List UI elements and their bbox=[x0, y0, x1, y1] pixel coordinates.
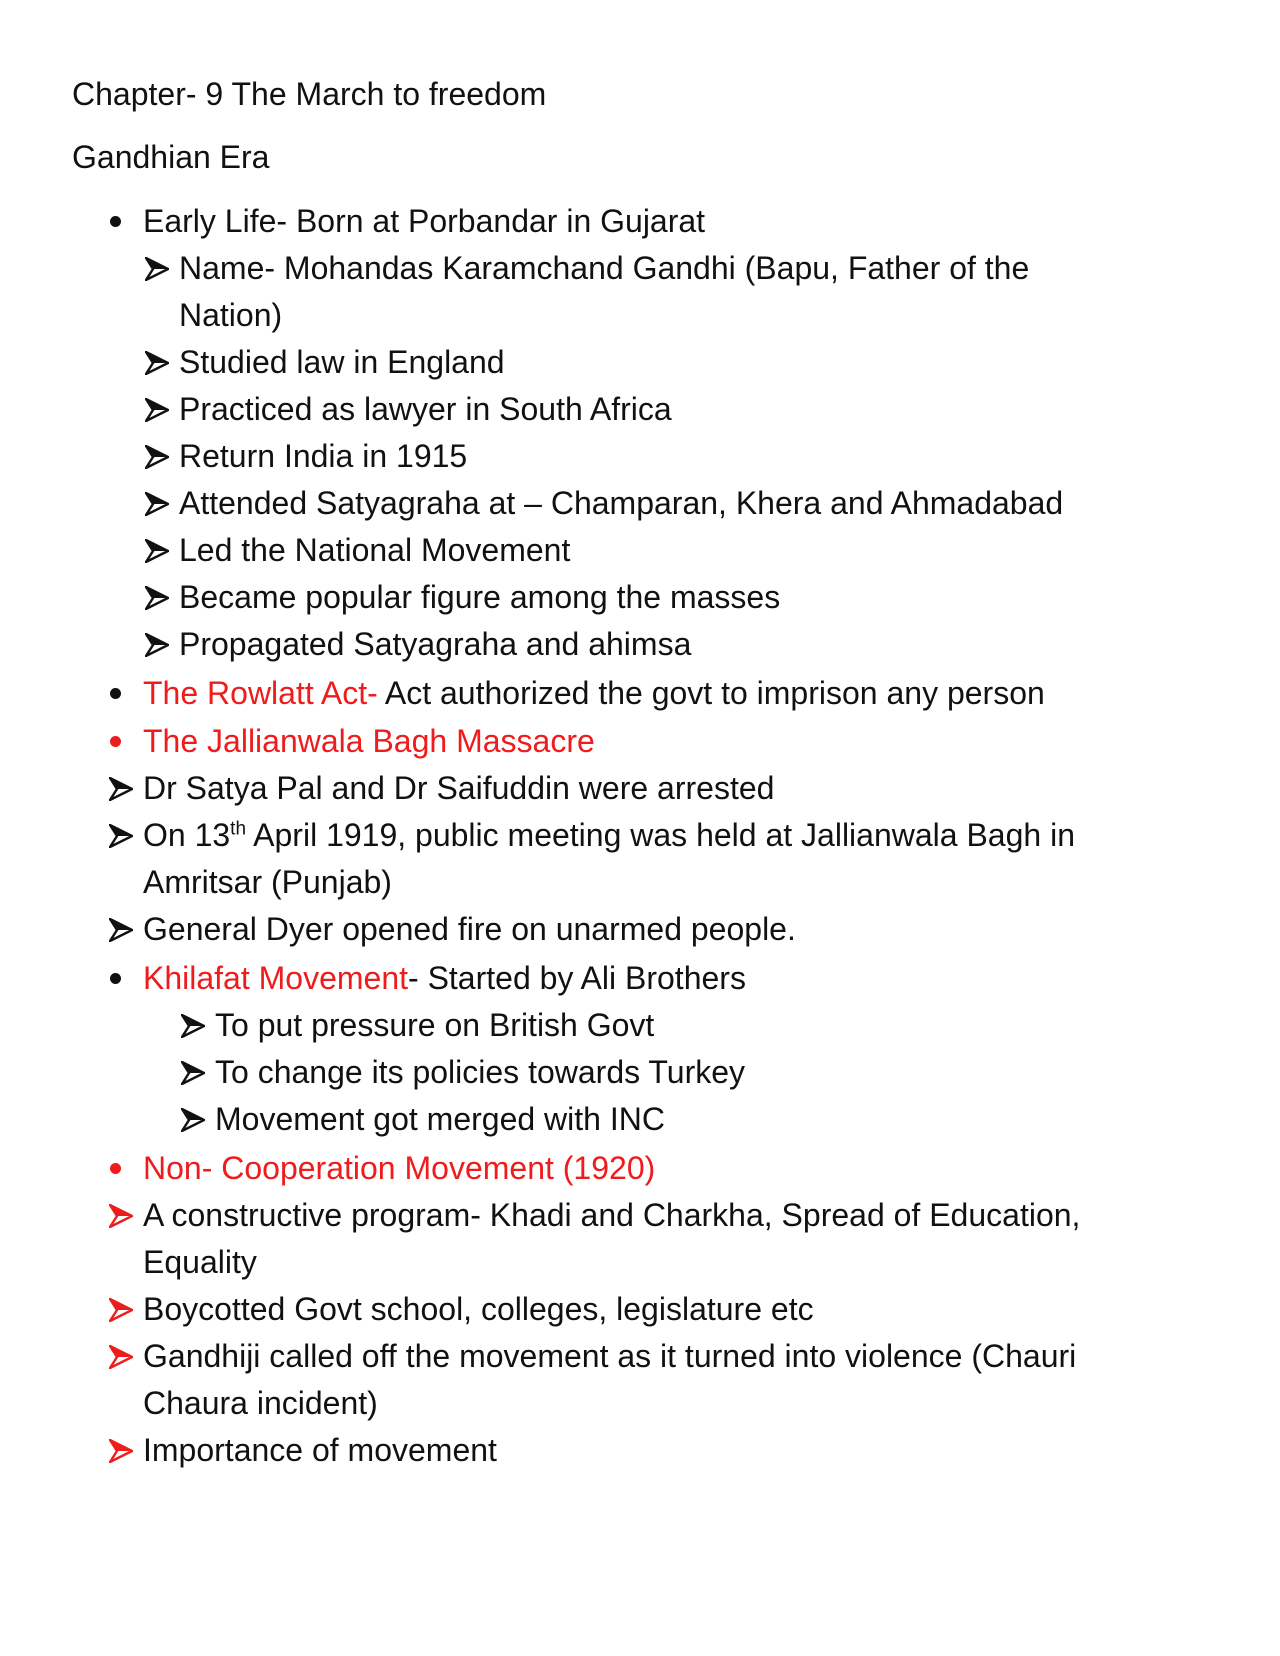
arrow-bullet-icon bbox=[181, 1014, 205, 1038]
early-life-item-name: Name- Mohandas Karamchand Gandhi (Bapu, Father of the bbox=[179, 250, 1030, 286]
arrow-bullet-icon bbox=[109, 1345, 133, 1369]
khilafat-text: - Started by Ali Brothers bbox=[408, 960, 746, 996]
arrow-bullet-icon bbox=[181, 1061, 205, 1085]
early-life-item-name-cont: Nation) bbox=[179, 297, 283, 333]
non-cooperation-item-called-off: Gandhiji called off the movement as it turned into violence (Chauri bbox=[143, 1338, 1077, 1374]
non-cooperation-item-program-cont: Equality bbox=[143, 1244, 257, 1280]
arrow-bullet-icon bbox=[145, 633, 169, 657]
arrow-bullet-icon bbox=[145, 539, 169, 563]
arrow-bullet-icon bbox=[109, 1204, 133, 1228]
bullet-icon bbox=[110, 216, 121, 227]
arrow-bullet-icon bbox=[109, 918, 133, 942]
khilafat-item-inc: Movement got merged with INC bbox=[215, 1101, 665, 1137]
early-life-item-law: Studied law in England bbox=[179, 344, 505, 380]
jallianwala-item-arrested: Dr Satya Pal and Dr Saifuddin were arrested bbox=[143, 770, 775, 806]
non-cooperation-item-called-off-cont: Chaura incident) bbox=[143, 1385, 378, 1421]
non-cooperation-item-program: A constructive program- Khadi and Charkha, Spread of Education, bbox=[143, 1197, 1081, 1233]
early-life-item-popular: Became popular figure among the masses bbox=[179, 579, 781, 615]
rowlatt-item bbox=[143, 673, 1045, 713]
khilafat-title: Khilafat Movement bbox=[143, 960, 409, 996]
jallianwala-item-dyer: General Dyer opened fire on unarmed people. bbox=[143, 911, 796, 947]
early-life-item-satyagraha: Attended Satyagraha at – Champaran, Khera and Ahmadabad bbox=[179, 485, 1064, 521]
document-title: Chapter- 9 The March to freedom bbox=[72, 76, 547, 112]
bullet-icon bbox=[110, 736, 121, 747]
khilafat-item bbox=[143, 958, 746, 998]
bullet-icon bbox=[110, 973, 121, 984]
meeting-text-post: April 1919, public meeting was held at Jallianwala Bagh in bbox=[246, 817, 1075, 853]
arrow-bullet-icon bbox=[109, 777, 133, 801]
jallianwala-item-meeting-cont: Amritsar (Punjab) bbox=[143, 864, 392, 900]
early-life-item-return: Return India in 1915 bbox=[179, 438, 468, 474]
arrow-bullet-icon bbox=[145, 351, 169, 375]
arrow-bullet-icon bbox=[181, 1108, 205, 1132]
khilafat-item-turkey: To change its policies towards Turkey bbox=[215, 1054, 746, 1090]
early-life-item-lawyer: Practiced as lawyer in South Africa bbox=[179, 391, 672, 427]
non-cooperation-item-importance: Importance of movement bbox=[143, 1432, 497, 1468]
document-subtitle: Gandhian Era bbox=[72, 139, 270, 175]
non-cooperation-title: Non- Cooperation Movement (1920) bbox=[143, 1150, 656, 1186]
arrow-bullet-icon bbox=[109, 1439, 133, 1463]
arrow-bullet-icon bbox=[109, 824, 133, 848]
khilafat-item-pressure: To put pressure on British Govt bbox=[215, 1007, 655, 1043]
bullet-icon bbox=[110, 688, 121, 699]
early-life-item-national: Led the National Movement bbox=[179, 532, 571, 568]
arrow-bullet-icon bbox=[145, 445, 169, 469]
non-cooperation-item-boycott: Boycotted Govt school, colleges, legislature etc bbox=[143, 1291, 814, 1327]
jallianwala-title: The Jallianwala Bagh Massacre bbox=[143, 723, 595, 759]
arrow-bullet-icon bbox=[145, 398, 169, 422]
bullet-icon bbox=[110, 1163, 121, 1174]
arrow-bullet-icon bbox=[109, 1298, 133, 1322]
early-life-heading: Early Life- Born at Porbandar in Gujarat bbox=[143, 203, 706, 239]
arrow-bullet-icon bbox=[145, 586, 169, 610]
arrow-bullet-icon bbox=[145, 257, 169, 281]
early-life-item-ahimsa: Propagated Satyagraha and ahimsa bbox=[179, 626, 692, 662]
arrow-bullet-icon bbox=[145, 492, 169, 516]
rowlatt-title: The Rowlatt Act- bbox=[143, 675, 378, 711]
rowlatt-text: Act authorized the govt to imprison any person bbox=[377, 675, 1045, 711]
meeting-text-pre: On 13 bbox=[143, 817, 231, 853]
jallianwala-item-meeting bbox=[143, 815, 1075, 855]
meeting-text-sup: th bbox=[230, 818, 247, 840]
